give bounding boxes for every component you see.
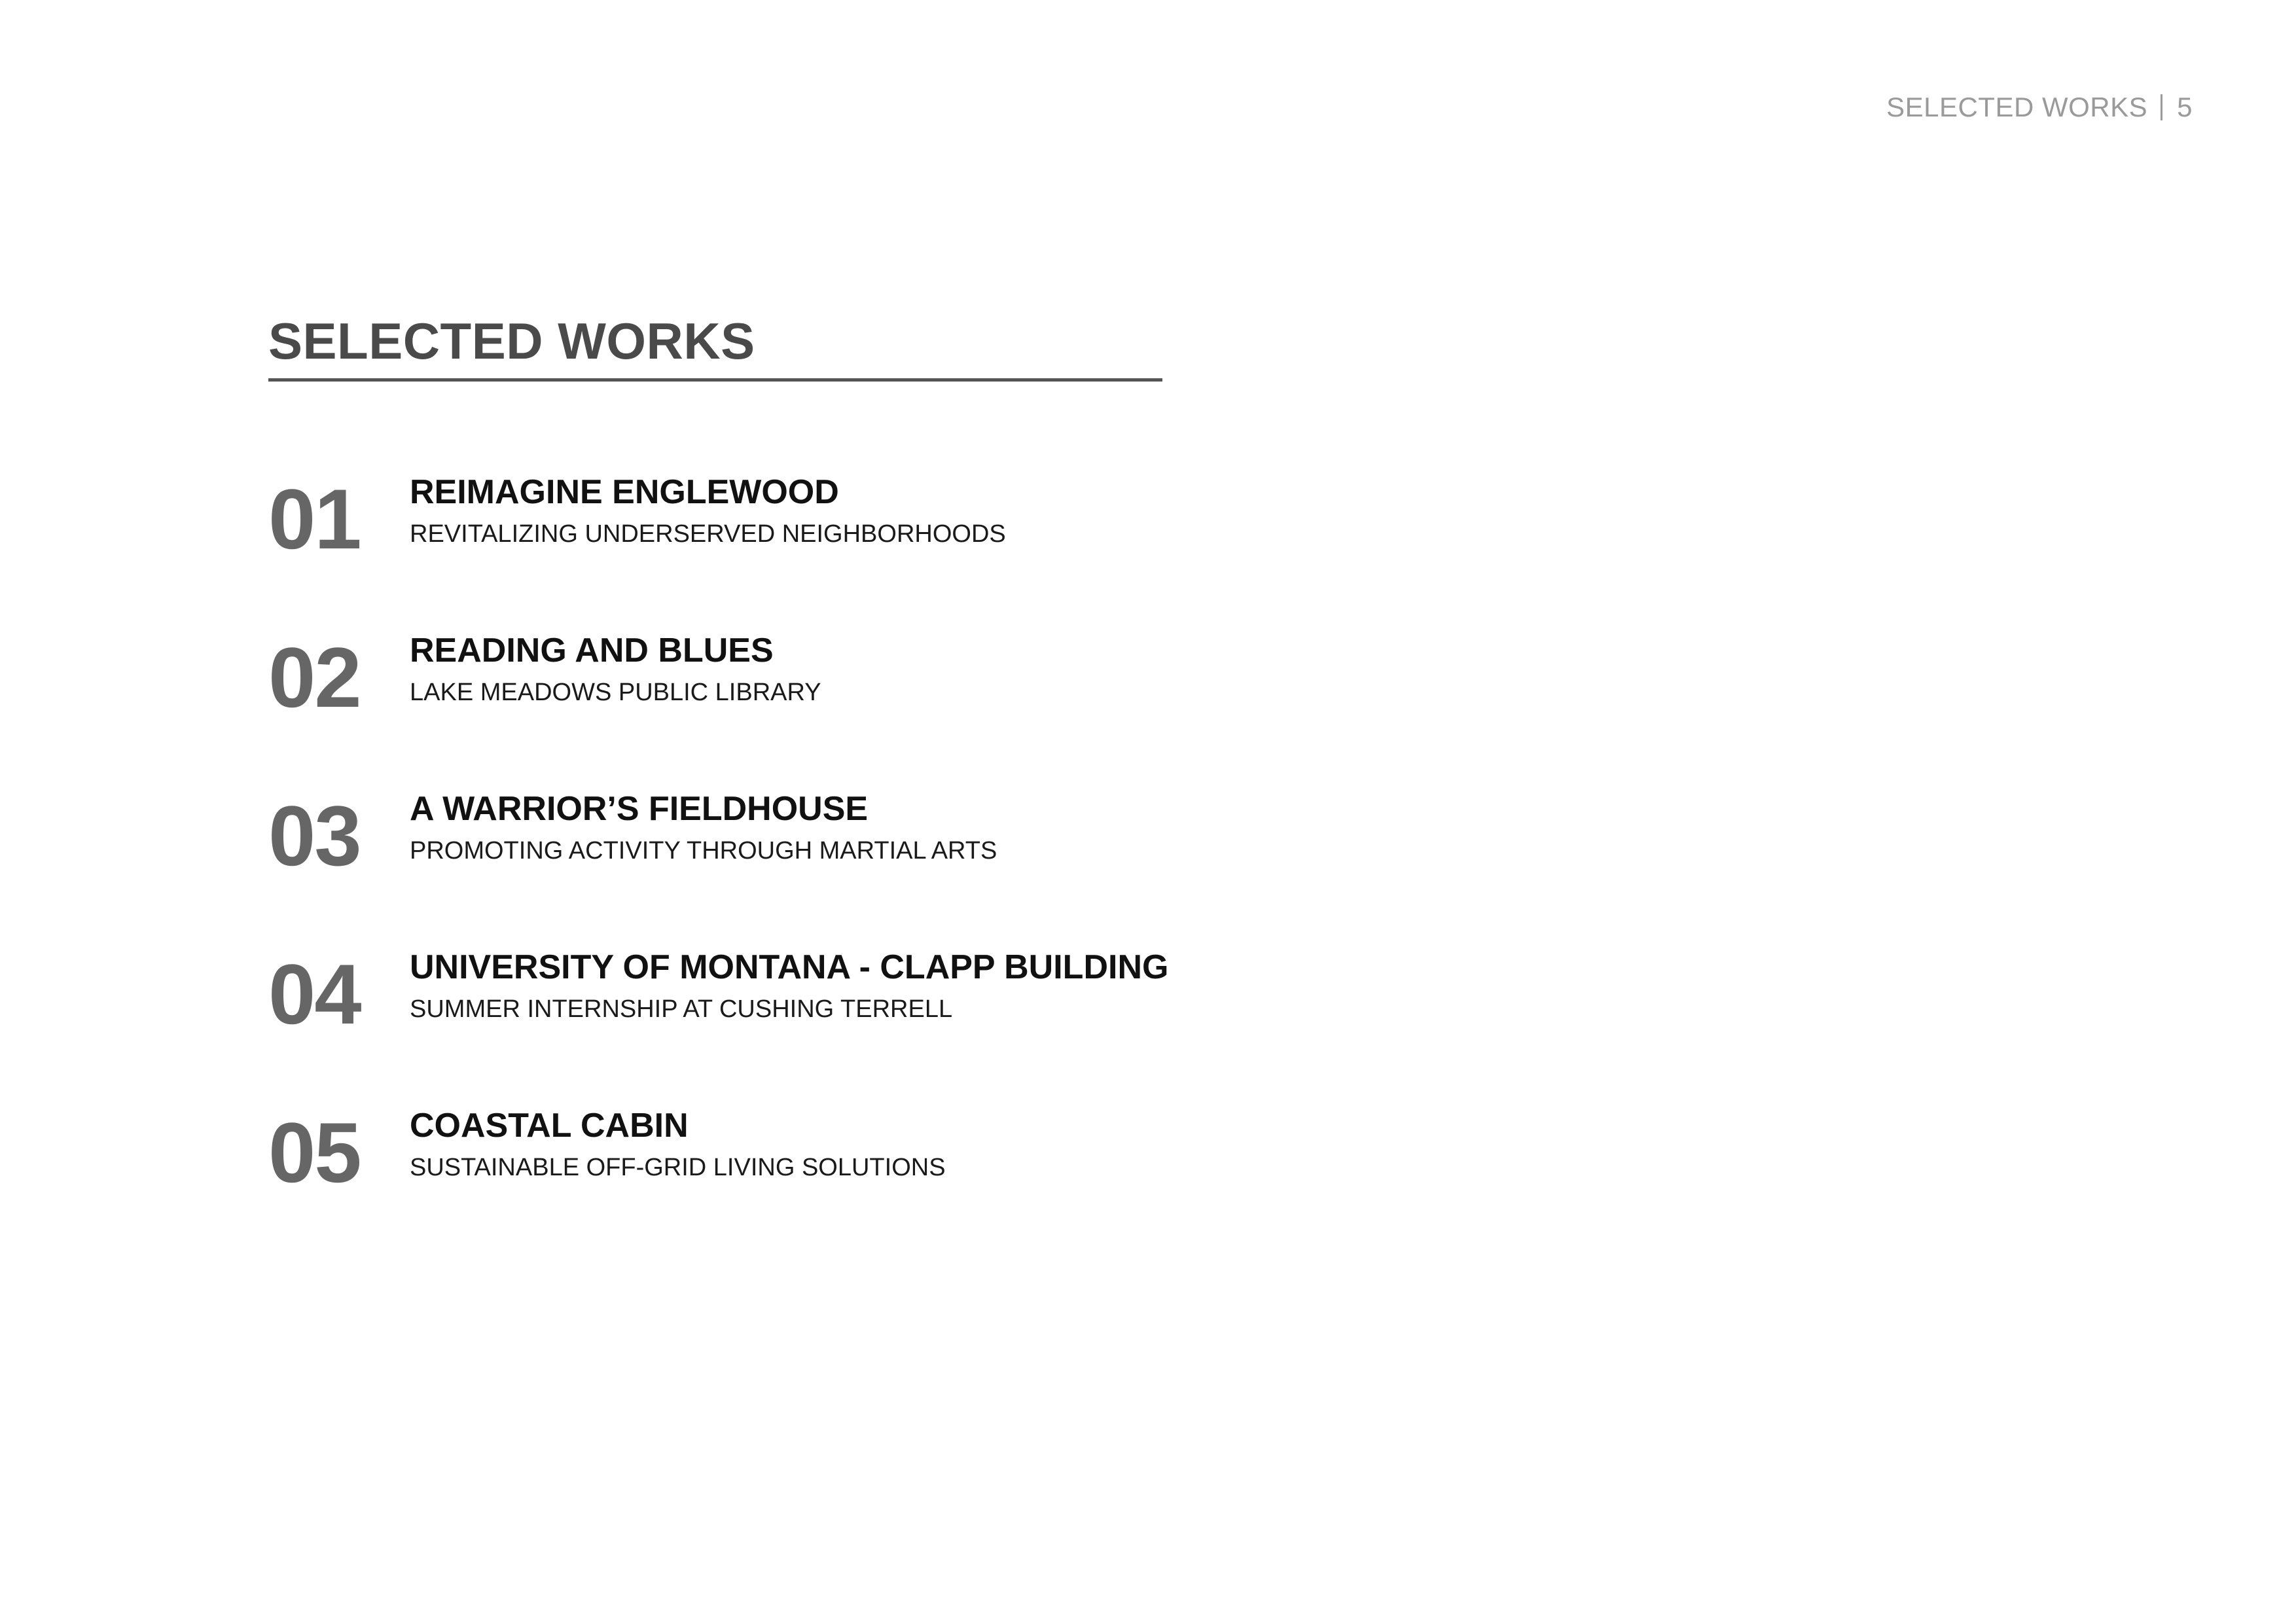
- work-number: 03: [268, 788, 361, 883]
- work-subtitle: SUSTAINABLE OFF-GRID LIVING SOLUTIONS: [410, 1154, 946, 1181]
- page-title: SELECTED WORKS: [268, 312, 755, 370]
- work-title: REIMAGINE ENGLEWOOD: [410, 473, 839, 511]
- running-header-separator: [2161, 94, 2162, 120]
- work-number: 02: [268, 630, 361, 725]
- work-title: A WARRIOR’S FIELDHOUSE: [410, 790, 869, 828]
- work-number: 04: [268, 946, 361, 1042]
- work-title: UNIVERSITY OF MONTANA - CLAPP BUILDING: [410, 948, 1169, 986]
- running-header-section: SELECTED WORKS: [1886, 92, 2148, 122]
- work-number: 01: [268, 471, 361, 567]
- work-subtitle: REVITALIZING UNDERSERVED NEIGHBORHOODS: [410, 520, 1006, 548]
- work-subtitle: PROMOTING ACTIVITY THROUGH MARTIAL ARTS: [410, 837, 997, 865]
- work-number: 05: [268, 1105, 361, 1200]
- work-subtitle: SUMMER INTERNSHIP AT CUSHING TERRELL: [410, 995, 953, 1023]
- running-header: [1886, 92, 2193, 123]
- work-title: READING AND BLUES: [410, 632, 774, 669]
- work-title: COASTAL CABIN: [410, 1107, 689, 1145]
- page-number: 5: [2177, 92, 2193, 122]
- work-subtitle: LAKE MEADOWS PUBLIC LIBRARY: [410, 679, 821, 706]
- title-underline: [268, 378, 1162, 382]
